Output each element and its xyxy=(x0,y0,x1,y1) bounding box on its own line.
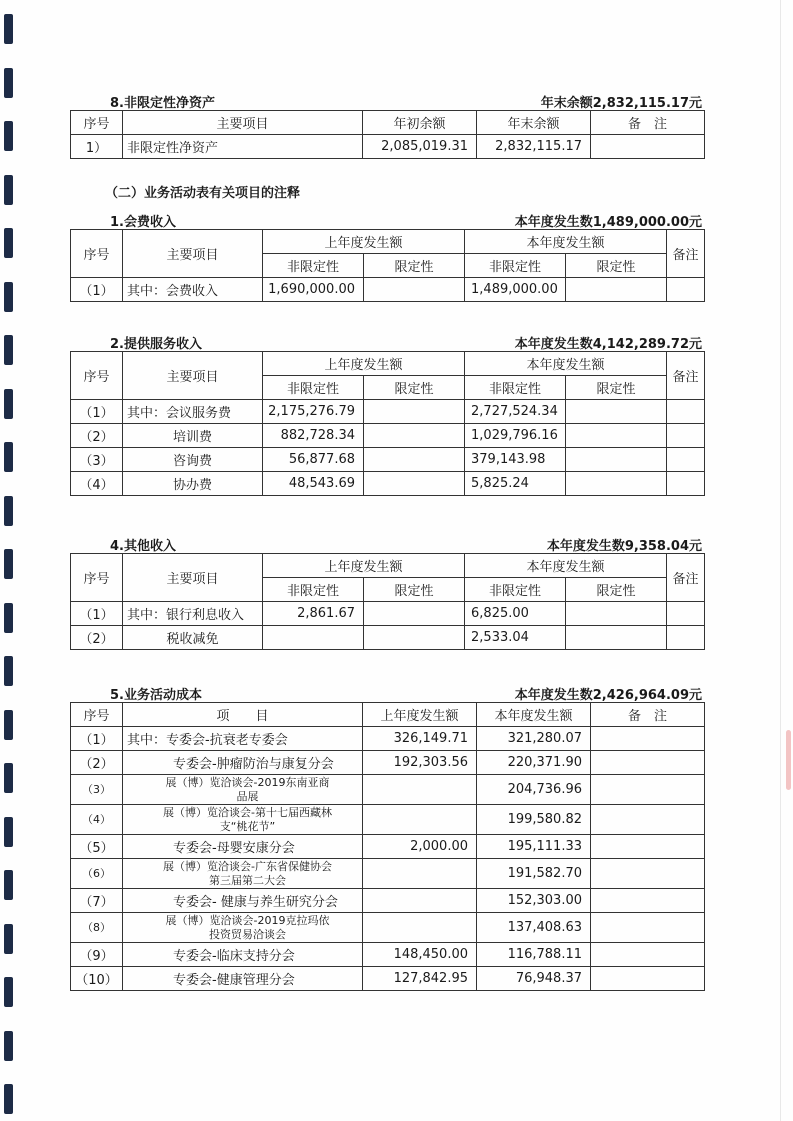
table-row xyxy=(71,448,705,472)
row-cur-restricted xyxy=(566,602,667,626)
row-no: （2） xyxy=(71,424,123,448)
header-no: 序号 xyxy=(71,352,123,400)
page-edge xyxy=(780,0,781,1121)
row-no: （7） xyxy=(71,889,123,913)
row-no: （4） xyxy=(71,805,123,835)
binding-holes xyxy=(0,0,22,1121)
binding-hole xyxy=(4,496,13,526)
row-cur-restricted xyxy=(566,400,667,424)
header-cell: 序号 xyxy=(71,703,123,727)
row-no: （1） xyxy=(71,602,123,626)
row-cur-unrestricted: 2,727,524.34 xyxy=(465,400,566,424)
binding-hole xyxy=(4,656,13,686)
table-row xyxy=(71,727,705,751)
row-item: 培训费 xyxy=(123,424,263,448)
row-no: （1） xyxy=(71,400,123,424)
row-cur-restricted xyxy=(566,472,667,496)
row-cur: 152,303.00 xyxy=(477,889,591,913)
binding-hole xyxy=(4,121,13,151)
row-note xyxy=(591,805,705,835)
row-cur: 76,948.37 xyxy=(477,967,591,991)
table-row xyxy=(71,751,705,775)
row-cur-unrestricted: 1,029,796.16 xyxy=(465,424,566,448)
row-cur-unrestricted: 6,825.00 xyxy=(465,602,566,626)
row-cur-restricted xyxy=(566,626,667,650)
row-prev xyxy=(363,775,477,805)
row-no: （1） xyxy=(71,727,123,751)
header-cell: 序号 xyxy=(71,111,123,135)
row-no: （3） xyxy=(71,775,123,805)
row-no: （8） xyxy=(71,913,123,943)
table-row xyxy=(71,400,705,424)
section-title: 4.其他收入 xyxy=(110,539,176,554)
binding-hole xyxy=(4,924,13,954)
binding-hole xyxy=(4,14,13,44)
header-restricted: 限定性 xyxy=(364,578,465,602)
row-note xyxy=(591,727,705,751)
header-cell: 本年度发生额 xyxy=(477,703,591,727)
binding-hole xyxy=(4,710,13,740)
section-sec1 xyxy=(70,207,704,302)
section-net-assets xyxy=(70,88,704,159)
header-unrestricted: 非限定性 xyxy=(263,254,364,278)
section-amount: 本年度发生数9,358.04元 xyxy=(546,539,702,554)
section-amount: 年末余额2,832,115.17元 xyxy=(540,96,702,111)
row-item: 咨询费 xyxy=(123,448,263,472)
row-prev-unrestricted: 48,543.69 xyxy=(263,472,364,496)
header-cell: 项 目 xyxy=(123,703,363,727)
binding-hole xyxy=(4,335,13,365)
row-item: 展（博）览洽谈会-2019东南亚商品展 xyxy=(123,775,363,805)
row-prev-restricted xyxy=(364,448,465,472)
row-item: 其中：专委会-抗衰老专委会 xyxy=(123,727,363,751)
header-cell: 上年度发生额 xyxy=(363,703,477,727)
row-note xyxy=(667,448,705,472)
row-no: （6） xyxy=(71,859,123,889)
table-row xyxy=(71,626,705,650)
row-cur-unrestricted: 5,825.24 xyxy=(465,472,566,496)
row-cur: 191,582.70 xyxy=(477,859,591,889)
binding-hole xyxy=(4,763,13,793)
row-cur-unrestricted: 379,143.98 xyxy=(465,448,566,472)
activity-cost-table xyxy=(70,702,705,991)
row-item: 其中：银行利息收入 xyxy=(123,602,263,626)
row-prev xyxy=(363,805,477,835)
row-cur-restricted xyxy=(566,424,667,448)
binding-hole xyxy=(4,282,13,312)
row-note xyxy=(591,943,705,967)
row-prev: 148,450.00 xyxy=(363,943,477,967)
section-title: 2.提供服务收入 xyxy=(110,337,202,352)
header-item: 主要项目 xyxy=(123,230,263,278)
row-item: 展（博）览洽谈会-2019克拉玛依投资贸易洽谈会 xyxy=(123,913,363,943)
row-prev: 326,149.71 xyxy=(363,727,477,751)
row-cur: 195,111.33 xyxy=(477,835,591,859)
row-prev-unrestricted: 1,690,000.00 xyxy=(263,278,364,302)
row-note xyxy=(591,889,705,913)
header-item: 主要项目 xyxy=(123,352,263,400)
header-unrestricted: 非限定性 xyxy=(465,376,566,400)
row-cur: 204,736.96 xyxy=(477,775,591,805)
row-prev-restricted xyxy=(364,400,465,424)
row-no: （3） xyxy=(71,448,123,472)
row-no: （2） xyxy=(71,626,123,650)
row-item: 非限定性净资产 xyxy=(123,135,363,159)
row-no: （2） xyxy=(71,751,123,775)
table-row xyxy=(71,967,705,991)
row-item: 其中：会费收入 xyxy=(123,278,263,302)
part-title: （二）业务活动表有关项目的注释 xyxy=(105,186,301,201)
header-cell: 主要项目 xyxy=(123,111,363,135)
table-row xyxy=(71,913,705,943)
row-prev-unrestricted: 2,861.67 xyxy=(263,602,364,626)
section-sec4 xyxy=(70,531,704,650)
row-cur-unrestricted: 1,489,000.00 xyxy=(465,278,566,302)
row-note xyxy=(591,859,705,889)
binding-hole xyxy=(4,1031,13,1061)
row-note xyxy=(591,775,705,805)
row-note xyxy=(591,751,705,775)
income-table xyxy=(70,229,705,302)
table-row xyxy=(71,859,705,889)
section-activity-cost xyxy=(70,680,704,991)
header-note: 备注 xyxy=(667,230,705,278)
header-restricted: 限定性 xyxy=(566,254,667,278)
header-unrestricted: 非限定性 xyxy=(263,578,364,602)
row-prev: 127,842.95 xyxy=(363,967,477,991)
header-note: 备注 xyxy=(667,352,705,400)
income-table xyxy=(70,351,705,496)
header-prev: 上年度发生额 xyxy=(263,554,465,578)
row-note xyxy=(591,835,705,859)
header-no: 序号 xyxy=(71,230,123,278)
row-item: 其中：会议服务费 xyxy=(123,400,263,424)
section-amount: 本年度发生数2,426,964.09元 xyxy=(514,688,702,703)
row-prev-unrestricted: 2,175,276.79 xyxy=(263,400,364,424)
row-cur-unrestricted: 2,533.04 xyxy=(465,626,566,650)
row-prev xyxy=(363,913,477,943)
row-cur: 199,580.82 xyxy=(477,805,591,835)
row-note xyxy=(667,400,705,424)
binding-hole xyxy=(4,870,13,900)
table-row xyxy=(71,472,705,496)
row-item: 协办费 xyxy=(123,472,263,496)
row-note xyxy=(667,626,705,650)
row-item: 专委会-母婴安康分会 xyxy=(123,835,363,859)
header-prev: 上年度发生额 xyxy=(263,352,465,376)
row-cur-restricted xyxy=(566,448,667,472)
row-prev: 192,303.56 xyxy=(363,751,477,775)
row-end: 2,832,115.17 xyxy=(477,135,591,159)
row-note xyxy=(667,424,705,448)
row-no: 1） xyxy=(71,135,123,159)
binding-hole xyxy=(4,977,13,1007)
binding-hole xyxy=(4,389,13,419)
row-cur: 321,280.07 xyxy=(477,727,591,751)
row-no: （5） xyxy=(71,835,123,859)
table-row xyxy=(71,943,705,967)
row-prev-restricted xyxy=(364,626,465,650)
section-title: 5.业务活动成本 xyxy=(110,688,202,703)
row-prev-unrestricted: 56,877.68 xyxy=(263,448,364,472)
header-cur: 本年度发生额 xyxy=(465,352,667,376)
header-restricted: 限定性 xyxy=(364,254,465,278)
binding-hole xyxy=(4,603,13,633)
row-item: 专委会-临床支持分会 xyxy=(123,943,363,967)
table-header-row xyxy=(71,352,705,376)
table-row xyxy=(71,805,705,835)
row-note xyxy=(591,967,705,991)
header-note: 备注 xyxy=(667,554,705,602)
row-no: （10） xyxy=(71,967,123,991)
header-item: 主要项目 xyxy=(123,554,263,602)
table-header-row xyxy=(71,703,705,727)
row-prev-unrestricted xyxy=(263,626,364,650)
header-cell: 备 注 xyxy=(591,111,705,135)
header-restricted: 限定性 xyxy=(566,578,667,602)
binding-hole xyxy=(4,175,13,205)
table-row xyxy=(71,775,705,805)
row-prev-restricted xyxy=(364,472,465,496)
header-cell: 年末余额 xyxy=(477,111,591,135)
net-assets-table xyxy=(70,110,705,159)
row-prev xyxy=(363,859,477,889)
table-row xyxy=(71,424,705,448)
row-prev-restricted xyxy=(364,602,465,626)
row-item: 展（博）览洽谈会-第十七届西藏林支“桃花节” xyxy=(123,805,363,835)
table-row xyxy=(71,835,705,859)
header-cur: 本年度发生额 xyxy=(465,230,667,254)
row-begin: 2,085,019.31 xyxy=(363,135,477,159)
binding-hole xyxy=(4,1084,13,1114)
row-prev-restricted xyxy=(364,278,465,302)
binding-hole xyxy=(4,817,13,847)
row-note xyxy=(667,472,705,496)
section-amount: 本年度发生数1,489,000.00元 xyxy=(514,215,702,230)
section-title: 1.会费收入 xyxy=(110,215,176,230)
row-prev-restricted xyxy=(364,424,465,448)
row-prev-unrestricted: 882,728.34 xyxy=(263,424,364,448)
header-cur: 本年度发生额 xyxy=(465,554,667,578)
section-sec2 xyxy=(70,329,704,496)
row-note xyxy=(591,913,705,943)
row-item: 专委会-肿瘤防治与康复分会 xyxy=(123,751,363,775)
row-no: （9） xyxy=(71,943,123,967)
row-no: （1） xyxy=(71,278,123,302)
row-cur: 220,371.90 xyxy=(477,751,591,775)
row-prev: 2,000.00 xyxy=(363,835,477,859)
header-no: 序号 xyxy=(71,554,123,602)
binding-hole xyxy=(4,228,13,258)
table-header-row xyxy=(71,111,705,135)
table-row xyxy=(71,135,705,159)
table-row xyxy=(71,889,705,913)
row-note xyxy=(591,135,705,159)
header-prev: 上年度发生额 xyxy=(263,230,465,254)
row-note xyxy=(667,278,705,302)
binding-hole xyxy=(4,549,13,579)
income-table xyxy=(70,553,705,650)
header-restricted: 限定性 xyxy=(566,376,667,400)
header-unrestricted: 非限定性 xyxy=(465,578,566,602)
row-cur: 116,788.11 xyxy=(477,943,591,967)
row-item: 专委会- 健康与养生研究分会 xyxy=(123,889,363,913)
row-item: 专委会-健康管理分会 xyxy=(123,967,363,991)
row-prev xyxy=(363,889,477,913)
table-header-row xyxy=(71,554,705,578)
row-cur: 137,408.63 xyxy=(477,913,591,943)
header-cell: 备 注 xyxy=(591,703,705,727)
header-unrestricted: 非限定性 xyxy=(263,376,364,400)
header-restricted: 限定性 xyxy=(364,376,465,400)
table-row xyxy=(71,602,705,626)
row-item: 税收减免 xyxy=(123,626,263,650)
header-unrestricted: 非限定性 xyxy=(465,254,566,278)
section-title: 8.非限定性净资产 xyxy=(110,96,215,111)
row-note xyxy=(667,602,705,626)
row-item: 展（博）览洽谈会-广东省保健协会第三届第二大会 xyxy=(123,859,363,889)
binding-hole xyxy=(4,442,13,472)
row-cur-restricted xyxy=(566,278,667,302)
section-amount: 本年度发生数4,142,289.72元 xyxy=(514,337,702,352)
red-stamp-edge xyxy=(786,730,791,790)
table-header-row xyxy=(71,230,705,254)
header-cell: 年初余额 xyxy=(363,111,477,135)
row-no: （4） xyxy=(71,472,123,496)
table-row xyxy=(71,278,705,302)
binding-hole xyxy=(4,68,13,98)
